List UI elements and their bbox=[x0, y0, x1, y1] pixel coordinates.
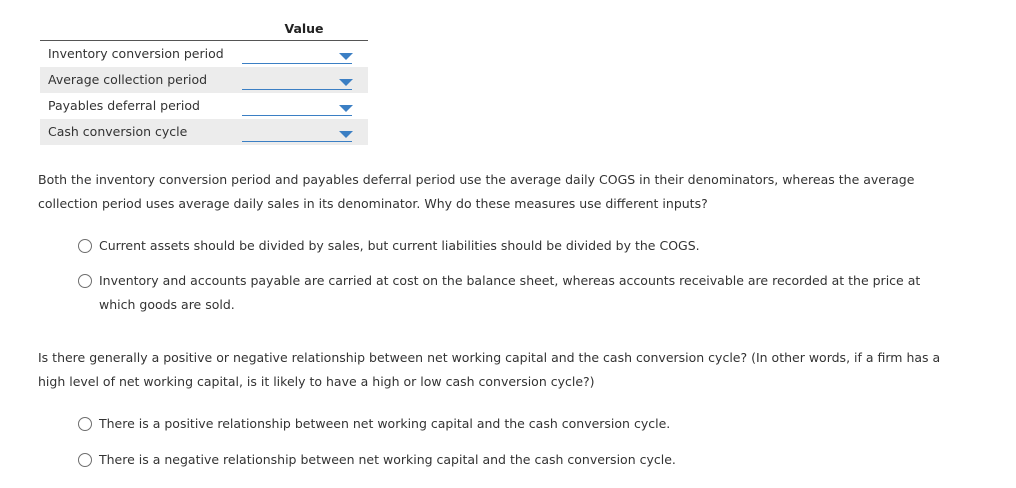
row-label-cash-conversion-cycle: Cash conversion cycle bbox=[48, 124, 188, 139]
question-2-option-2[interactable] bbox=[78, 448, 948, 472]
option-label: There is a positive relationship between net working capital and the cash conversion cycle. bbox=[99, 416, 671, 431]
question-2-text: Is there generally a positive or negative relationship between net working capital and the cash conversion cycle? (In other words, if a firm has a high level of net working capital, is it likely to have a high or low cash conversion cycle?) bbox=[38, 350, 941, 389]
value-column-header: Value bbox=[284, 21, 324, 36]
table-header bbox=[40, 19, 368, 41]
chevron-down-icon bbox=[339, 53, 353, 60]
radio-icon[interactable] bbox=[78, 274, 92, 288]
question-1-text: Both the inventory conversion period and payables deferral period use the average daily COGS in their denominators, whereas the average collection period uses average daily sales in its denominator. Why do these measures use different inputs? bbox=[38, 172, 915, 211]
chevron-down-icon bbox=[339, 105, 353, 112]
radio-icon[interactable] bbox=[78, 417, 92, 431]
payables-deferral-period-select[interactable] bbox=[242, 96, 352, 116]
question-2-option-1[interactable] bbox=[78, 412, 948, 436]
chevron-down-icon bbox=[339, 79, 353, 86]
option-label: There is a negative relationship between net working capital and the cash conversion cycle. bbox=[99, 452, 676, 467]
radio-icon[interactable] bbox=[78, 239, 92, 253]
question-1-option-1[interactable] bbox=[78, 234, 948, 258]
row-label-payables-deferral-period: Payables deferral period bbox=[48, 98, 200, 113]
cash-conversion-cycle-select[interactable] bbox=[242, 122, 352, 142]
option-label: Inventory and accounts payable are carried at cost on the balance sheet, whereas accounts receivable are recorded at the price at which goods are sold. bbox=[99, 273, 921, 312]
radio-icon[interactable] bbox=[78, 453, 92, 467]
value-table bbox=[40, 19, 368, 145]
row-label-inventory-conversion-period: Inventory conversion period bbox=[48, 46, 224, 61]
table-row bbox=[40, 67, 368, 93]
table-row bbox=[40, 93, 368, 119]
row-label-average-collection-period: Average collection period bbox=[48, 72, 208, 87]
table-row bbox=[40, 41, 368, 67]
inventory-conversion-period-select[interactable] bbox=[242, 44, 352, 64]
chevron-down-icon bbox=[339, 131, 353, 138]
question-1-option-2[interactable] bbox=[78, 269, 948, 317]
average-collection-period-select[interactable] bbox=[242, 70, 352, 90]
table-row bbox=[40, 119, 368, 145]
option-label: Current assets should be divided by sales, but current liabilities should be divided by the COGS. bbox=[99, 238, 700, 253]
